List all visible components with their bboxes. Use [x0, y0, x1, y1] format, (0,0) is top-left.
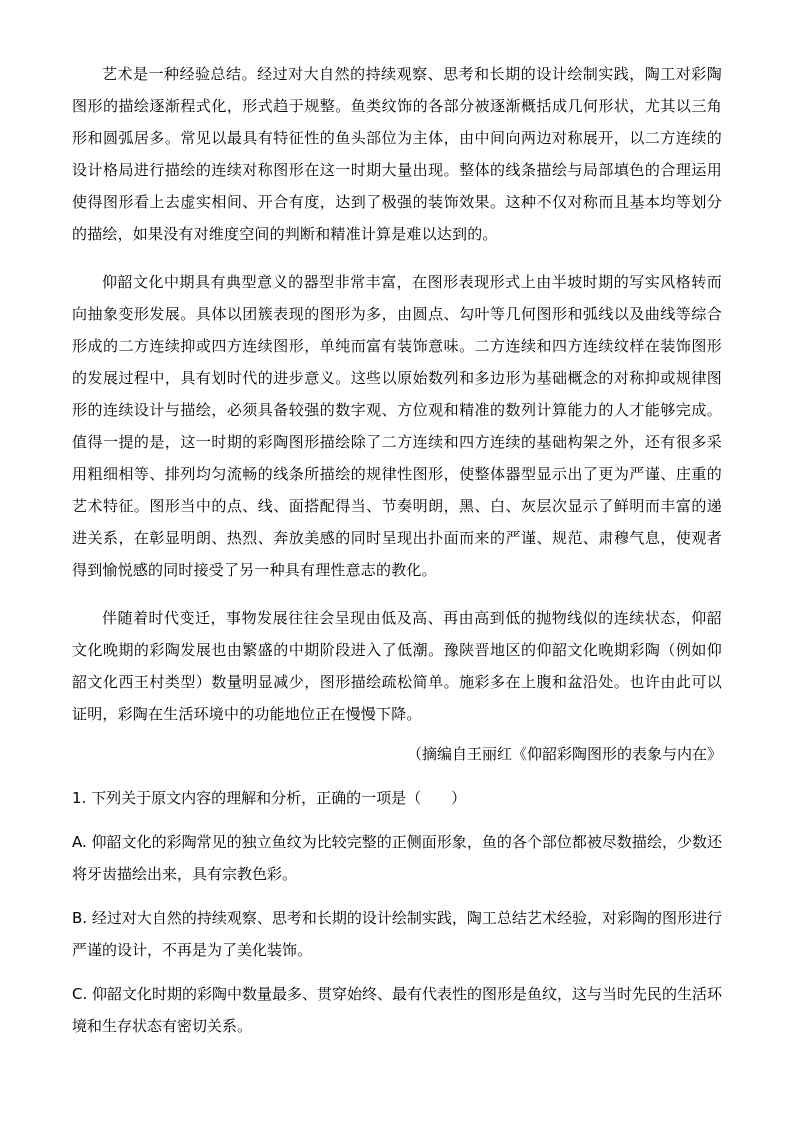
question-option-b: B. 经过对大自然的持续观察、思考和长期的设计绘制实践，陶工总结艺术经验，对彩陶的图形进行严谨的设计，不再是为了美化装饰。 [72, 909, 722, 959]
passage-paragraph-2: 仰韶文化中期具有典型意义的器型非常丰富，在图形表现形式上由半坡时期的写实风格转而向抽象变形发展。具体以团簇表现的图形为多，由圆点、勾叶等几何图形和弧线以及曲线等综合形成的二方连续抑或四方连续图形，单纯而富有装饰意味。二方连续和四方连续纹样在装饰图形的发展过程中，具有划时代的进步意义。这些以原始数列和多边形为基础概念的对称抑或规律图形的连续设计与描绘，必须具备较强的数字观、方位观和精准的数列计算能力的人才能够完成。值得一提的是，这一时期的彩陶图形描绘除了二方连续和四方连续的基础构架之外，还有很多采用粗细相等、排列均匀流畅的线条所描绘的规律性图形，使整体器型显示出了更为严谨、庄重的艺术特征。图形当中的点、线、面搭配得当、节奏明朗，黑、白、灰层次显示了鲜明而丰富的递进关系，在彰显明朗、热烈、奔放美感的同时呈现出扑面而来的严谨、规范、肃穆气息，使观者得到愉悦感的同时接受了另一种具有理性意志的教化。 [72, 273, 722, 579]
passage-source: （摘编自王丽红《仰韶彩陶图形的表象与内在》 [406, 745, 722, 763]
passage-paragraph-1: 艺术是一种经验总结。经过对大自然的持续观察、思考和长期的设计绘制实践，陶工对彩陶图形的描绘逐渐程式化，形式趋于规整。鱼类纹饰的各部分被逐渐概括成几何形状，尤其以三角形和圆弧居多。常见以最具有特征性的鱼头部位为主体，由中间向两边对称展开，以二方连续的设计格局进行描绘的连续对称图形在这一时期大量出现。整体的线条描绘与局部填色的合理运用使得图形看上去虚实相间、开合有度，达到了极强的装饰效果。这种不仅对称而且基本均等划分的描绘，如果没有对维度空间的判断和精准计算是难以达到的。 [72, 65, 722, 243]
document-page [72, 58, 722, 1042]
question-option-a: A. 仰韶文化的彩陶常见的独立鱼纹为比较完整的正侧面形象，鱼的各个部位都被尽数描绘，少数还将牙齿描绘出来，具有宗教色彩。 [72, 833, 722, 883]
passage-paragraph-3: 伴随着时代变迁，事物发展往往会呈现由低及高、再由高到低的抛物线似的连续状态，仰韶文化晚期的彩陶发展也由繁盛的中期阶段进入了低潮。豫陕晋地区的仰韶文化晚期彩陶（例如仰韶文化西王村类型）数量明显减少，图形描绘疏松简单。施彩多在上腹和盆沿处。也许由此可以证明，彩陶在生活环境中的功能地位正在慢慢下降。 [72, 609, 722, 723]
question-stem: 1. 下列关于原文内容的理解和分析，正确的一项是（ ） [72, 789, 467, 807]
question-option-c: C. 仰韶文化时期的彩陶中数量最多、贯穿始终、最有代表性的图形是鱼纹，这与当时先民的生活环境和生存状态有密切关系。 [72, 985, 723, 1035]
